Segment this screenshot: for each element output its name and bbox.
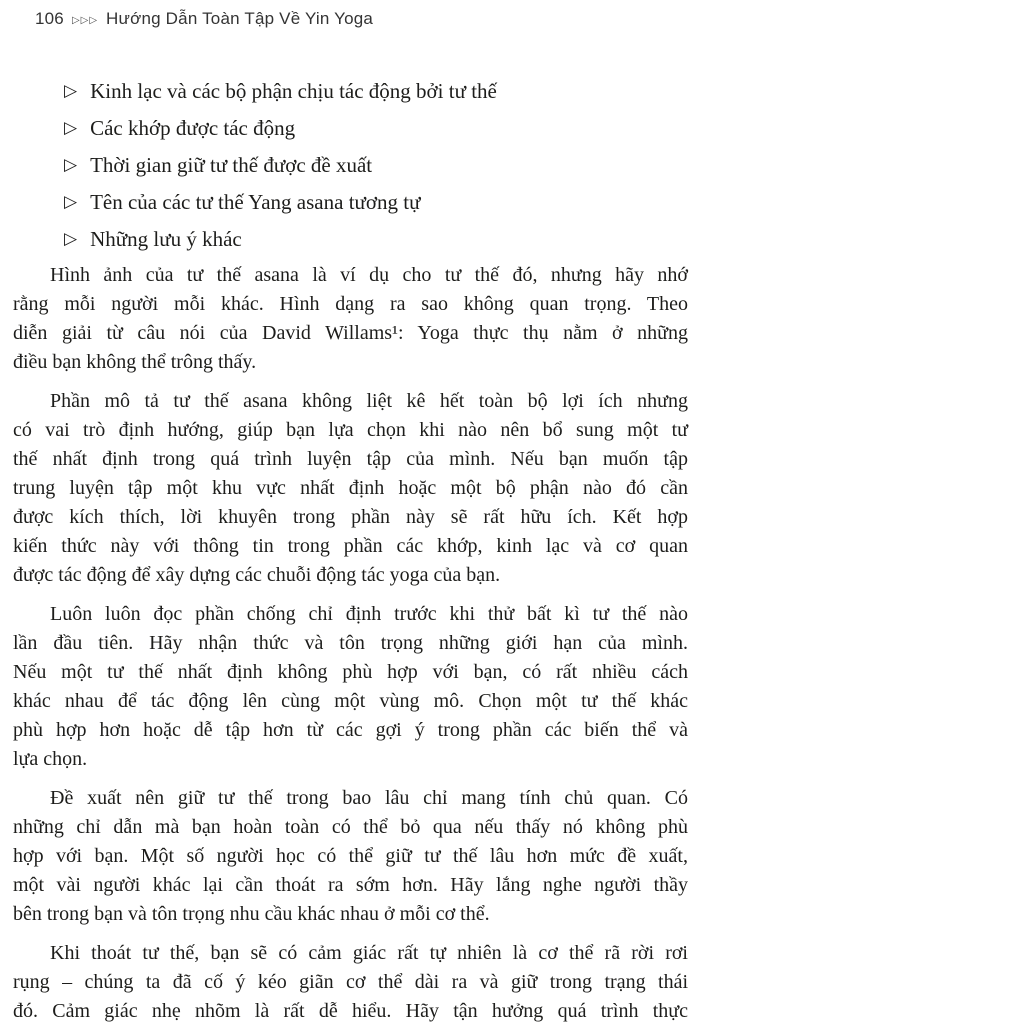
bullet-list	[64, 73, 1024, 258]
paragraph-line: điều bạn không thể trông thấy.	[13, 351, 257, 373]
paragraph-line: bên trong bạn và tôn trọng nhu cầu khác nhau ở mỗi cơ thể.	[13, 903, 490, 925]
book-title: Hướng Dẫn Toàn Tập Về Yin Yoga	[106, 9, 374, 28]
paragraph-line: trung luyện tập một khu vực nhất định hoặc một bộ phận nào đó cần	[13, 477, 688, 499]
paragraph-line: lựa chọn.	[13, 748, 88, 770]
paragraph-line: Hình ảnh của tư thế asana là ví dụ cho tư thế đó, nhưng hãy nhớ	[50, 264, 688, 286]
paragraph	[13, 939, 688, 1024]
paragraph-line: kiến thức này với thông tin trong phần các khớp, kinh lạc và cơ quan	[13, 535, 688, 557]
paragraph	[13, 784, 688, 929]
paragraph	[13, 600, 688, 774]
list-item-label: Những lưu ý khác	[90, 227, 242, 251]
paragraph-line: Đề xuất nên giữ tư thế trong bao lâu chỉ mang tính chủ quan. Có	[50, 787, 688, 809]
paragraph-line: hợp với bạn. Một số người học có thể giữ tư thế lâu hơn mức đề xuất,	[13, 845, 688, 867]
paragraph-line: Khi thoát tư thế, bạn sẽ có cảm giác rất tự nhiên là cơ thể rã rời rơi	[50, 942, 688, 964]
list-item	[64, 110, 1024, 147]
paragraph-line: có vai trò định hướng, giúp bạn lựa chọn khi nào nên bổ sung một tư	[13, 419, 688, 441]
paragraph-line: một vài người khác lại cần thoát ra sớm hơn. Hãy lắng nghe người thầy	[13, 874, 688, 896]
paragraph-line: phù hợp hơn hoặc dễ tập hơn từ các gợi ý trong phần các biến thể và	[13, 719, 688, 741]
list-item	[64, 221, 1024, 258]
page-number: 106	[35, 9, 64, 28]
list-item-label: Thời gian giữ tư thế được đề xuất	[90, 153, 373, 177]
list-item	[64, 184, 1024, 221]
paragraph-line: rằng mỗi người mỗi khác. Hình dạng ra sao không quan trọng. Theo	[13, 293, 688, 315]
paragraph-line: Nếu một tư thế nhất định không phù hợp với bạn, có rất nhiều cách	[13, 661, 688, 683]
list-item-label: Tên của các tư thế Yang asana tương tự	[90, 190, 421, 214]
body-paragraphs	[13, 261, 688, 1024]
triangle-bullet-icon: ▷	[64, 117, 78, 138]
list-item	[64, 73, 1024, 110]
paragraph-line: Phần mô tả tư thế asana không liệt kê hết toàn bộ lợi ích nhưng	[50, 390, 688, 412]
list-item-label: Kinh lạc và các bộ phận chịu tác động bởi tư thế	[90, 79, 497, 103]
paragraph-line: được tác động để xây dựng các chuỗi động tác yoga của bạn.	[13, 564, 501, 586]
paragraph-line: diễn giải từ câu nói của David Willams¹: Yoga thực thụ nằm ở những	[13, 322, 688, 344]
triangle-bullet-icon: ▷	[64, 191, 78, 212]
page-header	[0, 0, 1024, 29]
paragraph-line: lần đầu tiên. Hãy nhận thức và tôn trọng những giới hạn của mình.	[13, 632, 688, 654]
paragraph-line: được kích thích, lời khuyên trong phần này sẽ rất hữu ích. Kết hợp	[13, 506, 688, 528]
triple-triangle-icon: ▷▷▷	[71, 14, 99, 26]
triangle-bullet-icon: ▷	[64, 80, 78, 101]
paragraph	[13, 387, 688, 590]
triangle-bullet-icon: ▷	[64, 154, 78, 175]
list-item	[64, 147, 1024, 184]
triangle-bullet-icon: ▷	[64, 228, 78, 249]
paragraph-line: những chỉ dẫn mà bạn hoàn toàn có thể bỏ qua nếu thấy nó không phù	[13, 816, 688, 838]
paragraph-line: khác nhau để tác động lên cùng một vùng mô. Chọn một tư thế khác	[13, 690, 688, 712]
paragraph-line: đó. Cảm giác nhẹ nhõm là rất dễ hiểu. Hãy tận hưởng quá trình thực	[13, 1000, 688, 1022]
paragraph-line: thế nhất định trong quá trình luyện tập của mình. Nếu bạn muốn tập	[13, 448, 688, 470]
paragraph-line: rụng – chúng ta đã cố ý kéo giãn cơ thể dài ra và giữ trong trạng thái	[13, 971, 688, 993]
paragraph	[13, 261, 688, 377]
list-item-label: Các khớp được tác động	[90, 116, 296, 140]
paragraph-line: Luôn luôn đọc phần chống chỉ định trước khi thử bất kì tư thế nào	[50, 603, 688, 625]
